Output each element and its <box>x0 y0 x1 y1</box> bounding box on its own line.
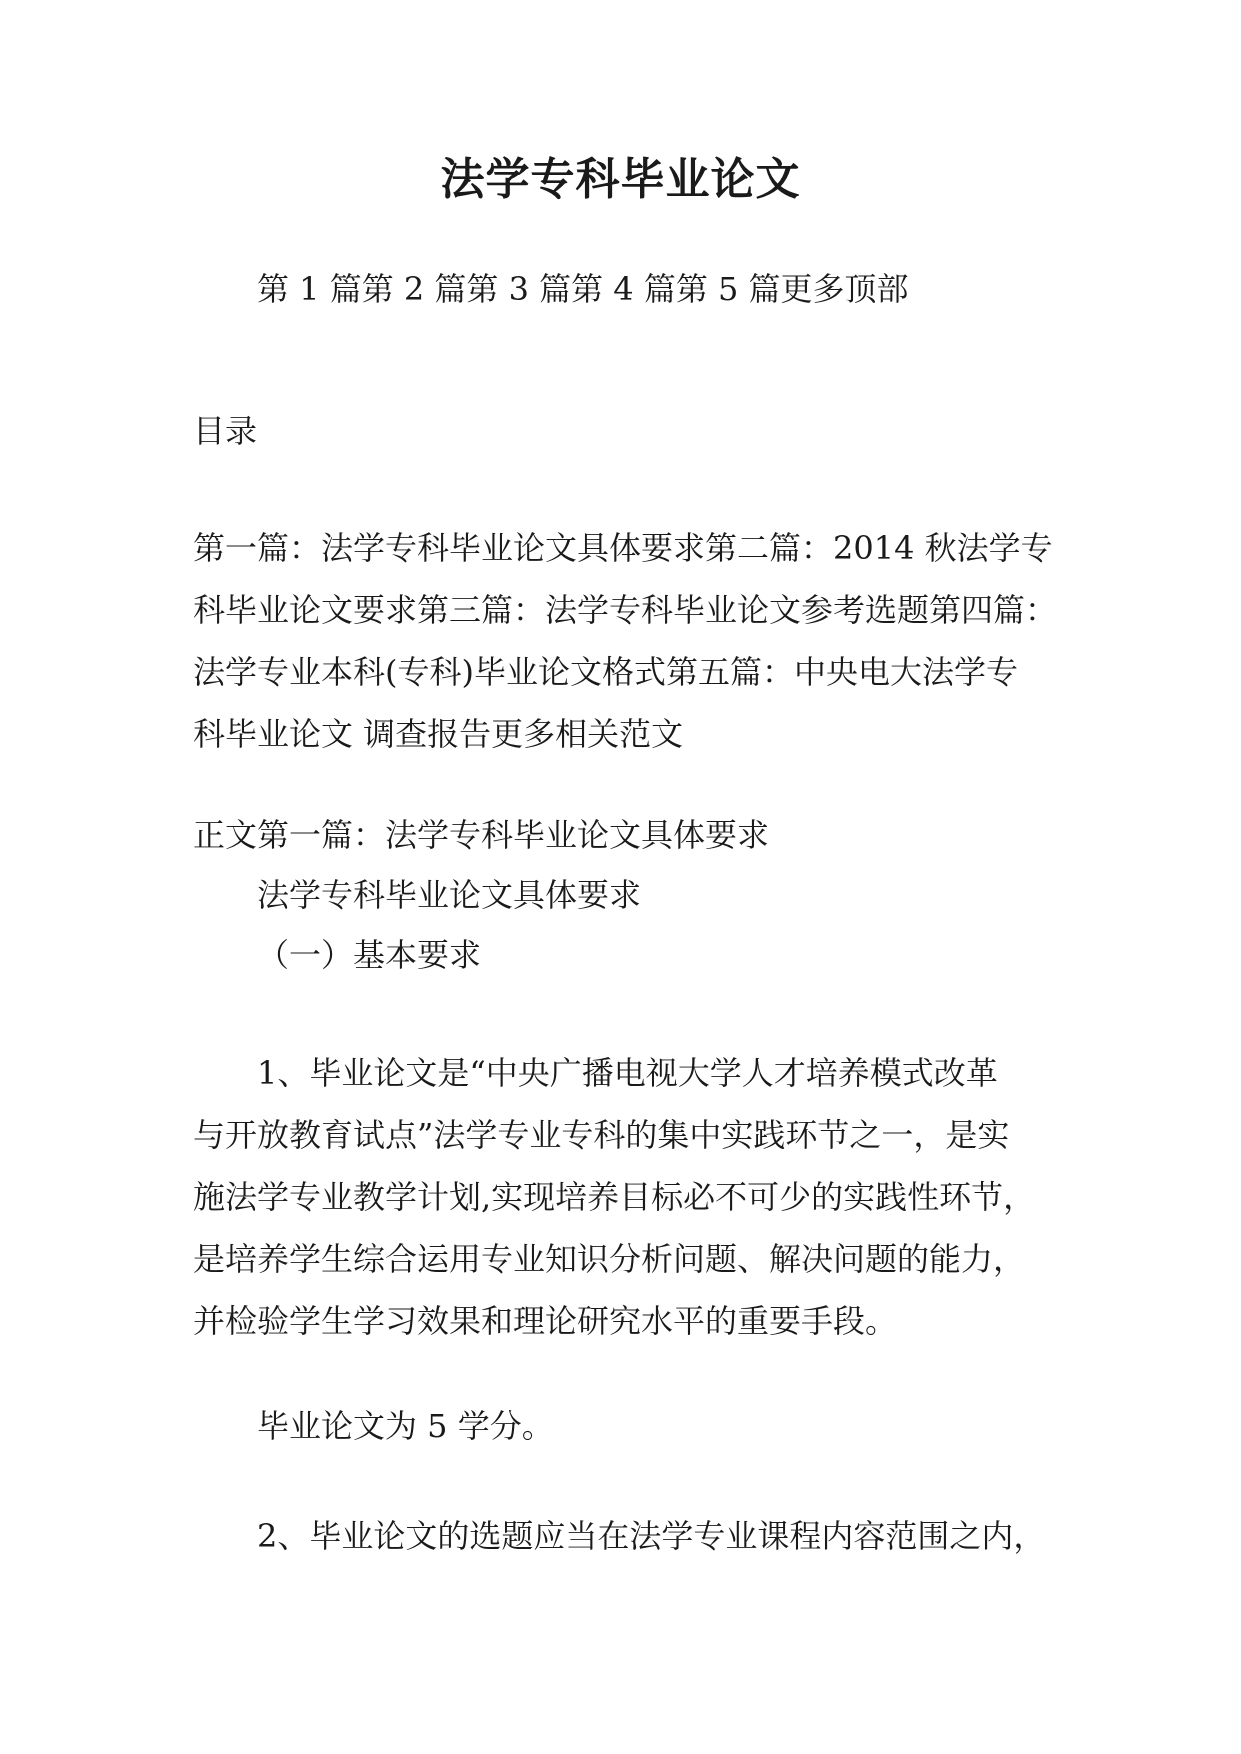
toc-heading: 目录 <box>193 412 258 450</box>
article-nav-line: 第 1 篇第 2 篇第 3 篇第 4 篇第 5 篇更多顶部 <box>257 270 909 308</box>
toc-line: 第一篇：法学专科毕业论文具体要求第二篇：2014 秋法学专 <box>193 529 1053 567</box>
paragraph-line: 并检验学生学习效果和理论研究水平的重要手段。 <box>193 1302 898 1340</box>
paragraph-line: 与开放教育试点”法学专业专科的集中实践环节之一，是实 <box>193 1116 1010 1154</box>
toc-line: 法学专业本科(专科)毕业论文格式第五篇：中央电大法学专 <box>193 653 1018 691</box>
body-heading: 正文第一篇：法学专科毕业论文具体要求 <box>193 816 770 854</box>
section-heading: （一）基本要求 <box>257 936 482 974</box>
paragraph-line: 施法学专业教学计划,实现培养目标必不可少的实践性环节， <box>193 1178 1036 1216</box>
toc-line: 科毕业论文 调查报告更多相关范文 <box>193 715 684 753</box>
toc-line: 科毕业论文要求第三篇：法学专科毕业论文参考选题第四篇： <box>193 591 1058 629</box>
paragraph-1 <box>193 1042 1063 1352</box>
paragraph-line: 1、毕业论文是“中央广播电视大学人才培养模式改革 <box>257 1054 998 1092</box>
paragraph-3: 2、毕业论文的选题应当在法学专业课程内容范围之内， <box>257 1517 1046 1555</box>
paragraph-2: 毕业论文为 5 学分。 <box>257 1407 554 1445</box>
paragraph-line: 是培养学生综合运用专业知识分析问题、解决问题的能力， <box>193 1240 1026 1278</box>
document-title: 法学专科毕业论文 <box>440 154 801 205</box>
toc-list <box>193 517 1063 765</box>
article-subtitle: 法学专科毕业论文具体要求 <box>257 876 642 914</box>
